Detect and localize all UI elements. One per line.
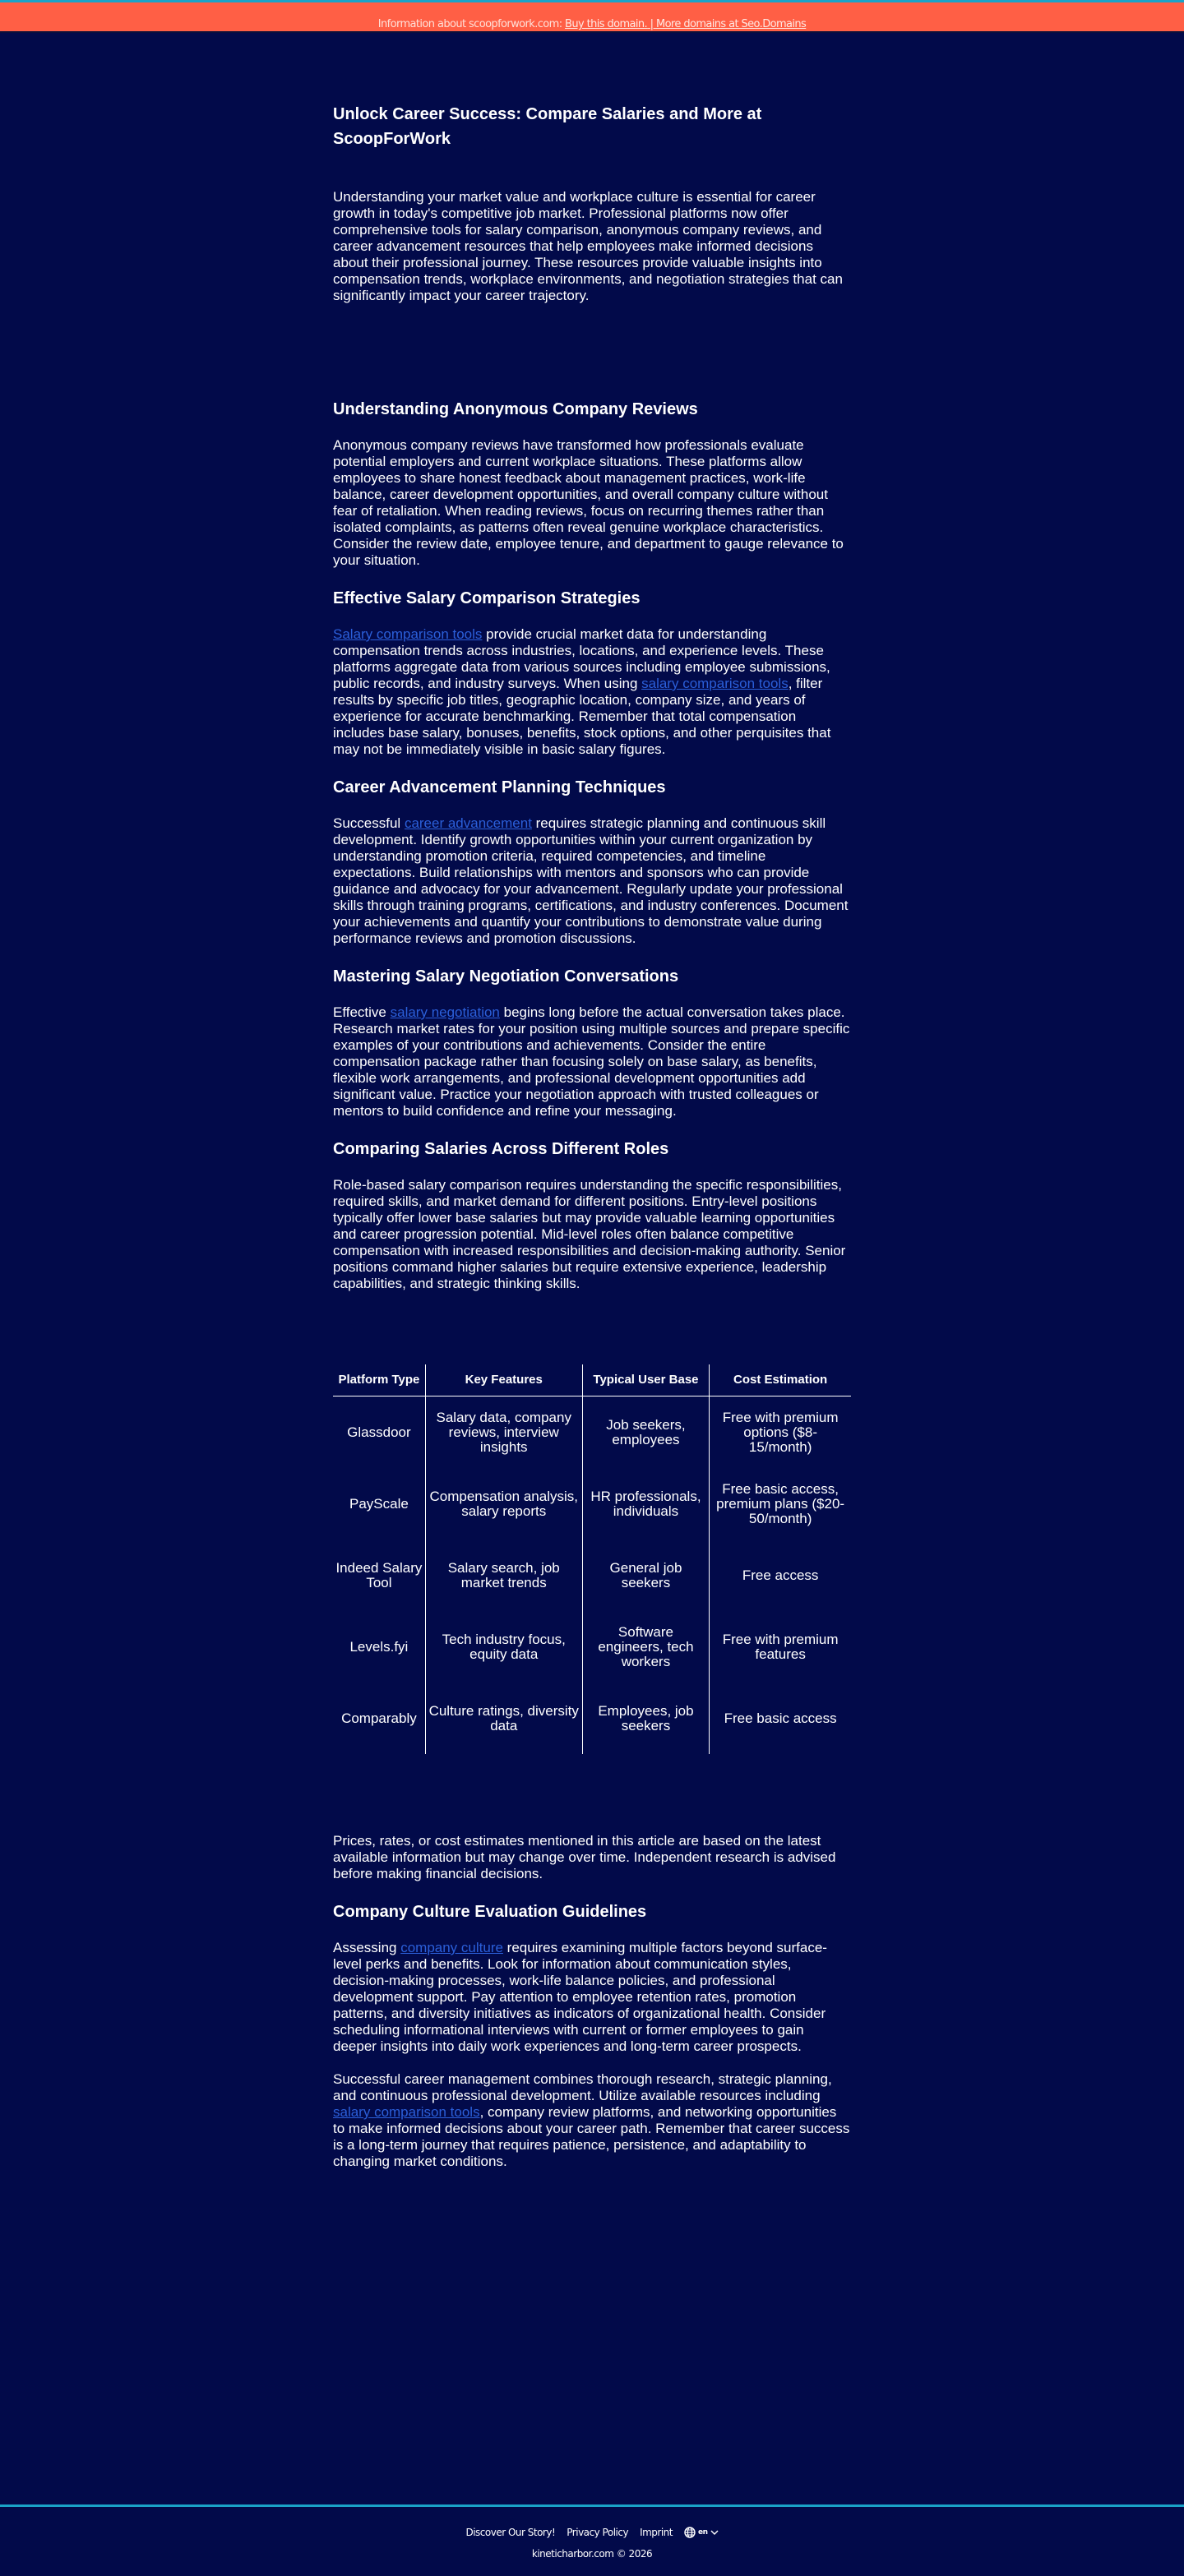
footer [0,2504,1184,2560]
table-cell: Comparably [341,1710,417,1726]
page-title: Unlock Career Success: Compare Salaries and More at ScoopForWork [333,105,762,148]
table-cell: HR professionals, individuals [582,1468,710,1540]
table-cell: Free with premium features [710,1611,851,1683]
table-row [333,1396,851,1469]
table-cell: General job seekers [582,1540,710,1611]
footer-link-imprint[interactable]: Imprint [640,2527,673,2538]
table-cell: Salary data, company reviews, interview insights [425,1396,582,1469]
domain-banner [0,2,1184,33]
table-row [333,1468,851,1540]
salary-negotiation-link[interactable]: salary negotiation [390,1004,500,1020]
section-heading: Comparing Salaries Across Different Roles [333,1140,669,1158]
section-paragraph: Effective salary negotiation begins long before the actual conversation takes place. Research market rates for your position using multiple sources and prepare specific examples of your contributions and achievements. Consider the entire compensation package rather than focusing solely on base salary, as benefits, flexible work arrangements, and professional development opportunities add significant value. Practice your negotiation approach with trusted colleagues or mentors to build confidence and refine your messaging. [333,1004,850,1119]
table-cell: PayScale [349,1495,409,1512]
language-code: en [698,2528,708,2537]
table-cell: Job seekers, employees [582,1396,710,1469]
salary-comparison-link[interactable]: salary comparison tools [333,2104,480,2120]
section-heading: Career Advancement Planning Techniques [333,778,666,796]
salary-comparison-link[interactable]: Salary comparison tools [333,626,483,642]
platform-comparison-table [333,1364,851,1754]
column-header: Cost Estimation [710,1364,851,1396]
table-cell: Levels.fyi [349,1638,409,1655]
article [333,33,851,2170]
table-cell: Free with premium options ($8-15/month) [710,1396,851,1469]
intro-paragraph: Understanding your market value and workplace culture is essential for career growth in today's competitive job market. Professional platforms now offer comprehensive tools for salary comparison, anonymous company reviews, and career advancement resources that help employees make informed decisions about their professional journey. These resources provide valuable insights into compensation trends, workplace environments, and negotiation strategies that can significantly impact your career trajectory. [333,189,843,303]
table-cell: Compensation analysis, salary reports [425,1468,582,1540]
section-paragraph: Anonymous company reviews have transformed how professionals evaluate potential employers and current workplace situations. These platforms allow employees to share honest feedback about management practices, work-life balance, career development opportunities, and overall company culture without fear of retaliation. When reading reviews, focus on recurring themes rather than isolated complaints, as patterns often reveal genuine workplace characteristics. Consider the review date, employee tenure, and department to gauge relevance to your situation. [333,437,844,568]
closing-paragraph: Successful career management combines thorough research, strategic planning, and continuous professional development. Utilize available resources including salary comparison tools, company review platforms, and networking opportunities to make informed decisions about your career path. Remember that career success is a long-term journey that requires patience, persistence, and adaptability to changing market conditions. [333,2071,850,2169]
table-cell: Free basic access [710,1683,851,1754]
company-culture-link[interactable]: company culture [400,1940,503,1955]
section-paragraph: Assessing company culture requires examining multiple factors beyond surface-level perks and benefits. Look for information about communication styles, decision-making processes, work-life balance policies, and professional development support. Pay attention to employee retention rates, promotion patterns, and diversity initiatives as indicators of organizational health. Consider scheduling informational interviews with current or former employees to gain deeper insights into daily work experiences and long-term career prospects. [333,1940,827,2054]
section-heading: Understanding Anonymous Company Reviews [333,400,698,418]
career-advancement-link[interactable]: career advancement [404,815,532,831]
table-cell: Free access [710,1540,851,1611]
section-paragraph: Successful career advancement requires strategic planning and continuous skill development. Identify growth opportunities within your current organization by understanding promotion criteria, required competencies, and timeline expectations. Build relationships with mentors and sponsors who can provide guidance and advocacy for your advancement. Regularly update your professional skills through training programs, certifications, and industry conferences. Document your achievements and quantify your contributions to demonstrate value during performance reviews and promotion discussions. [333,815,849,946]
table-cell: Indeed Salary Tool [335,1559,423,1590]
salary-comparison-link[interactable]: salary comparison tools [641,676,789,691]
column-header: Platform Type [333,1364,425,1396]
table-row [333,1683,851,1754]
table-row [333,1611,851,1683]
globe-icon [684,2527,696,2538]
section-heading: Company Culture Evaluation Guidelines [333,1903,647,1921]
table-cell: Tech industry focus, equity data [425,1611,582,1683]
section-heading: Mastering Salary Negotiation Conversations [333,967,679,986]
table-header-row [333,1364,851,1396]
disclaimer: Prices, rates, or cost estimates mentioned in this article are based on the latest available information but may change over time. Independent research is advised before making financial decisions. [333,1833,836,1881]
language-selector[interactable] [684,2527,719,2538]
chevron-down-icon [710,2529,719,2536]
banner-info: Information about scoopforwork.com: [377,18,562,30]
table-cell: Culture ratings, diversity data [425,1683,582,1754]
footer-link-privacy[interactable]: Privacy Policy [567,2527,629,2538]
footer-link-story[interactable]: Discover Our Story! [465,2527,556,2538]
column-header: Typical User Base [582,1364,710,1396]
section-paragraph: Salary comparison tools provide crucial market data for understanding compensation trends across industries, locations, and experience levels. These platforms aggregate data from various sources including employee submissions, public records, and industry surveys. When using salary comparison tools, filter results by specific job titles, geographic location, company size, and years of experience for accurate benchmarking. Remember that total compensation includes base salary, bonuses, benefits, stock options, and other perquisites that may not be immediately visible in basic salary figures. [333,626,831,757]
table-cell: Salary search, job market trends [425,1540,582,1611]
copyright: kineticharbor.com © 2026 [531,2548,653,2560]
table-cell: Software engineers, tech workers [582,1611,710,1683]
table-row [333,1540,851,1611]
buy-domain-link[interactable]: Buy this domain. | More domains at Seo.Domains [565,18,807,30]
table-cell: Glassdoor [347,1424,411,1440]
table-cell: Employees, job seekers [582,1683,710,1754]
section-paragraph: Role-based salary comparison requires understanding the specific responsibilities, required skills, and market demand for different positions. Entry-level positions typically offer lower base salaries but may provide valuable learning opportunities and career progression potential. Mid-level roles often balance competitive compensation with increased responsibilities and decision-making authority. Senior positions command higher salaries but require extensive experience, leadership capabilities, and strategic thinking skills. [333,1177,846,1291]
table-cell: Free basic access, premium plans ($20-50/month) [710,1468,851,1540]
column-header: Key Features [425,1364,582,1396]
section-heading: Effective Salary Comparison Strategies [333,589,641,607]
